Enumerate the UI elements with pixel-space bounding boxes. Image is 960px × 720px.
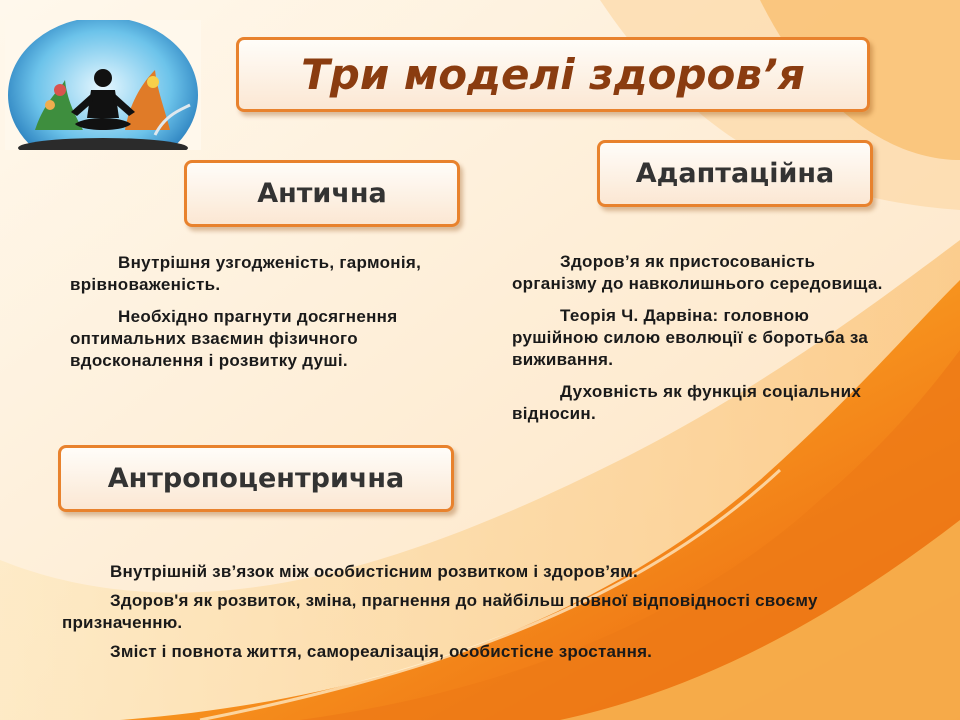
paragraph: Здоров’я як пристосованість організму до навколишнього середовища.	[512, 252, 883, 293]
antropotsentrychna-description	[62, 561, 822, 670]
paragraph: Теорія Ч. Дарвіна: головною рушійною силою еволюції є боротьба за виживання.	[512, 306, 869, 369]
paragraph: Внутрішній зв’язок між особистісним розвитком і здоров’ям.	[110, 562, 638, 581]
model-label-adaptatsiina	[597, 140, 873, 207]
model-label-antropotsentrychna	[58, 445, 454, 512]
model-title-antychna: Антична	[257, 178, 387, 209]
paragraph: Внутрішня узгодженість, гармонія, врівноваженість.	[70, 253, 422, 294]
model-title-antropotsentrychna: Антропоцентрична	[107, 463, 405, 494]
model-title-adaptatsiina: Адаптаційна	[635, 158, 835, 189]
page-title: Три моделі здоров’я	[301, 50, 805, 99]
paragraph: Здоров'я як розвиток, зміна, прагнення до найбільш повної відповідності своєму призначенню.	[62, 591, 818, 632]
paragraph: Зміст і повнота життя, самореалізація, особистісне зростання.	[110, 642, 653, 661]
title-banner	[236, 37, 870, 112]
antychna-description	[70, 252, 450, 382]
paragraph: Духовність як функція соціальних відносин.	[512, 382, 862, 423]
meditation-logo	[5, 20, 201, 150]
adaptatsiina-description	[512, 251, 892, 435]
model-label-antychna	[184, 160, 460, 227]
paragraph: Необхідно прагнути досягнення оптимальних взаємин фізичного вдосконалення і розвитку душі.	[70, 307, 398, 370]
meditation-figure-icon	[5, 20, 201, 150]
